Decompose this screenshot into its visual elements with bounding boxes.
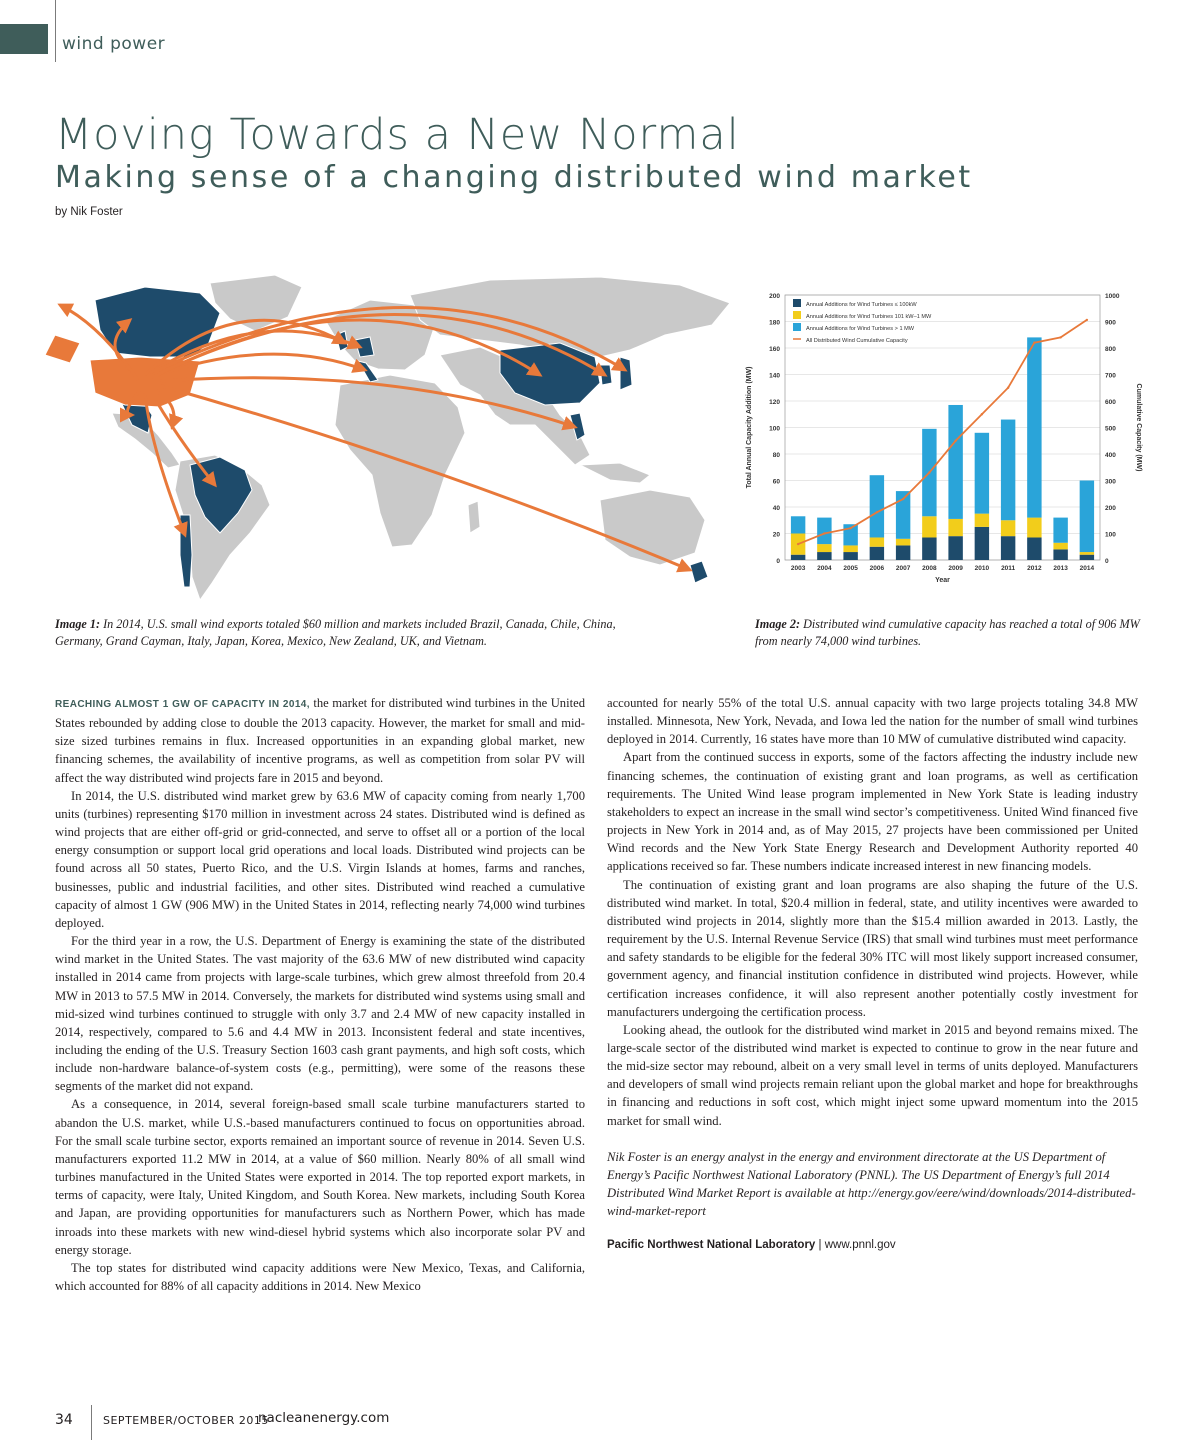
x-tick-label: 2006 bbox=[869, 565, 885, 572]
paragraph-3: For the third year in a row, the U.S. Department of Energy is examining the state of the distributed wind market in the United States. The vast majority of the 63.6 MW of new distributed wind capacity installed in 2014 came from projects with large-scale turbines, which grew almost threefold from 20.4 MW in 2013 to 57.5 MW in 2014. Conversely, the markets for distributed wind systems using small and mid-sized wind turbines continued to struggle with only 3.7 and 2.4 MW of new capacity installed in 2014, respectively, compared to 5.6 and 4.4 MW in 2013. Inconsistent federal and state incentives, including the ending of the U.S. Treasury Section 1603 cash grant payments, and high soft costs, which include non-hardware balance-of-system costs (e.g., permitting), were some of the reasons these segments of the market did not expand. bbox=[55, 934, 585, 1094]
bar-segment bbox=[1027, 537, 1041, 560]
paragraph-7: Apart from the continued success in exports, some of the factors affecting the industry include new financing schemes, the continuation of existing grant and loan programs, as well as certification requirements. The United Wind lease program implemented in New York State is leading industry stakeholders to expect an increase in the small wind sector’s competitiveness. United Wind financed five projects in New York in 2014 and, as of May 2015, 27 projects have been commissioned per United Wind records and the New York State Energy Research and Development Authority reported 40 applications received so far. These numbers indicate increased interest in new financing models. bbox=[607, 750, 1138, 874]
y-tick-label: 180 bbox=[769, 319, 780, 327]
legend-label: Annual Additions for Wind Turbines > 1 MW bbox=[806, 326, 915, 332]
y2-tick-label: 800 bbox=[1105, 346, 1116, 353]
paragraph-6: accounted for nearly 55% of the total U.S. annual capacity with two large projects totaling 34.8 MW installed. Minnesota, New York, Nevada, and Iowa led the nation for the number of small wind turbines deployed in 2014. Currently, 16 states have more than 10 MW of cumulative distributed wind capacity. bbox=[607, 696, 1138, 747]
export-map-figure bbox=[40, 265, 740, 610]
legend-swatch bbox=[793, 311, 801, 319]
bar-segment bbox=[817, 544, 831, 552]
indonesia-shape bbox=[580, 463, 650, 483]
world-map bbox=[40, 265, 740, 610]
bar-segment bbox=[817, 552, 831, 560]
bar-segment bbox=[975, 527, 989, 560]
paragraph-9: Looking ahead, the outlook for the distributed wind market in 2015 and beyond remains mixed. The large-scale sector of the distributed wind market is expected to continue to grow in the near future and the mid-size sector may rebound, albeit on a very small level in terms of units deployed. Manufacturers and developers of small wind projects remain reliant upon the global market and hope for breakthroughs in financing and reductions in soft cost, which might inject some upward momentum into the 2015 market for small wind. bbox=[607, 1022, 1138, 1128]
y2-tick-label: 300 bbox=[1105, 478, 1116, 486]
bar-segment bbox=[870, 537, 884, 546]
bar-segment bbox=[948, 536, 962, 560]
x-tick-label: 2013 bbox=[1053, 565, 1068, 572]
image-1-caption-text: In 2014, U.S. small wind exports totaled $60 million and markets included Brazil, Canada, Chile, China, Germany, Grand Cayman, Italy, Japan, Korea, Mexico, New Zealand, UK, and Vietnam. bbox=[55, 617, 616, 648]
issue-date: SEPTEMBER/OCTOBER 2015 bbox=[103, 1414, 269, 1427]
russia-shape bbox=[410, 277, 730, 357]
bar-segment bbox=[1001, 420, 1015, 521]
x-tick-label: 2005 bbox=[843, 565, 858, 572]
paragraph-1 bbox=[55, 694, 585, 787]
article-title: Moving Towards a New Normal bbox=[55, 110, 740, 160]
bar-segment bbox=[896, 545, 910, 560]
bar-segment bbox=[1080, 552, 1094, 555]
paragraph-1-text: the market for distributed wind turbines in the United States rebounded by adding close to double the 2013 capacity. However, the market for small and mid-size sized turbines remains in flux. Increased opportunities in an expanding global market, new financing schemes, the availability of incentive programs, as well as competition from solar PV will affect the way distributed wind projects fare in 2015 and beyond. bbox=[55, 696, 585, 785]
y2-tick-label: 0 bbox=[1105, 558, 1109, 565]
y-tick-label: 0 bbox=[776, 558, 780, 565]
y2-tick-label: 400 bbox=[1105, 452, 1116, 459]
y-tick-label: 80 bbox=[772, 452, 780, 459]
cumulative-point bbox=[954, 440, 956, 442]
organization-url[interactable]: www.pnnl.gov bbox=[824, 1239, 896, 1252]
section-tab bbox=[0, 24, 48, 54]
paragraph-8: The continuation of existing grant and loan programs are also shaping the future of the U.S. distributed wind market. In total, $20.4 million in federal, state, and utility incentives were awarded to distributed wind projects in 2014, slightly more than the $15.4 million awarded in 2013. Lastly, the requirement by the U.S. Internal Revenue Service (IRS) that small wind turbines must meet performance and safety standards to be eligible for the federal 30% ITC will most likely support increased consumer, government agency, and financial institution confidence in distributed wind projects. However, while certification increases confidence, it will also represent another potentially costly investment for manufacturers undergoing the certification process. bbox=[607, 877, 1138, 1019]
capacity-chart-figure bbox=[735, 285, 1155, 595]
cumulative-point bbox=[876, 511, 878, 513]
section-label: wind power bbox=[62, 34, 166, 54]
body-column-left bbox=[55, 694, 585, 1295]
image-1-caption-label: Image 1: bbox=[55, 617, 101, 631]
bar-segment bbox=[870, 547, 884, 560]
bar-segment bbox=[948, 519, 962, 536]
paragraph-2: In 2014, the U.S. distributed wind market grew by 63.6 MW of capacity coming from nearly 1,700 units (turbines) representing $170 million in investment across 24 states. Distributed wind is defined as wind projects that are either off-grid or grid-connected, and serve to offset all or a portion of the local energy consumption or support local grid operations and local loads. Distributed wind projects can be found across all 50 states, Puerto Rico, and the U.S. Virgin Islands at homes, farms and ranches, businesses, public and industrial facilities, and other sites. Distributed wind reached a cumulative capacity of almost 1 GW (906 MW) in the United States in 2014, reflecting nearly 74,000 wind turbines deployed. bbox=[55, 788, 585, 930]
y-tick-label: 40 bbox=[772, 505, 780, 512]
cumulative-point bbox=[1086, 319, 1088, 321]
organization-credit bbox=[607, 1236, 1138, 1254]
y2-tick-label: 200 bbox=[1105, 505, 1116, 512]
y-tick-label: 140 bbox=[769, 372, 780, 380]
y2-tick-label: 500 bbox=[1105, 425, 1116, 433]
y-tick-label: 20 bbox=[772, 531, 780, 539]
x-tick-label: 2003 bbox=[790, 565, 806, 572]
cumulative-point bbox=[1033, 342, 1035, 344]
organization-separator: | bbox=[815, 1239, 825, 1252]
legend-label: Annual Additions for Wind Turbines ≤ 100kW bbox=[806, 302, 917, 308]
japan-shape bbox=[620, 357, 632, 390]
bar-segment bbox=[1080, 481, 1094, 553]
paragraph-5: The top states for distributed wind capacity additions were New Mexico, Texas, and California, which accounted for 88% of all capacity additions in 2014. New Mexico bbox=[55, 1260, 585, 1293]
y-axis-label: Total Annual Capacity Addition (MW) bbox=[746, 366, 753, 489]
new-zealand-shape bbox=[690, 561, 708, 583]
cumulative-point bbox=[902, 498, 904, 500]
header-divider bbox=[55, 0, 56, 62]
image-2-caption-label: Image 2: bbox=[755, 617, 801, 631]
bar-segment bbox=[1053, 543, 1067, 550]
y-tick-label: 120 bbox=[769, 399, 780, 406]
cumulative-point bbox=[1007, 387, 1009, 389]
x-tick-label: 2007 bbox=[895, 565, 911, 572]
cumulative-point bbox=[1059, 336, 1061, 338]
y2-tick-label: 900 bbox=[1105, 319, 1116, 327]
bar-segment bbox=[791, 555, 805, 560]
capacity-chart bbox=[735, 285, 1155, 595]
x-tick-label: 2004 bbox=[817, 565, 832, 572]
body-column-right bbox=[607, 694, 1138, 1255]
y2-tick-label: 700 bbox=[1105, 372, 1116, 380]
bar-segment bbox=[1053, 549, 1067, 560]
x-tick-label: 2008 bbox=[922, 565, 937, 572]
bar-segment bbox=[1053, 518, 1067, 543]
bar-segment bbox=[896, 539, 910, 546]
bar-segment bbox=[843, 545, 857, 552]
x-tick-label: 2010 bbox=[974, 565, 990, 572]
cumulative-point bbox=[849, 527, 851, 529]
y-tick-label: 200 bbox=[769, 293, 780, 300]
bar-segment bbox=[870, 475, 884, 537]
bar-segment bbox=[1001, 520, 1015, 536]
paragraph-4: As a consequence, in 2014, several foreign-based small scale turbine manufacturers started to abandon the U.S. market, while U.S.-based manufacturers continued to focus on opportunities abroad. For the small scale turbine sector, exports remained an important source of revenue in 2014. Seven U.S. manufacturers exported 11.2 MW in 2014, at a value of $60 million. Nearly 80% of all small wind turbines manufactured in the United States were exported in 2014. The top reported export markets, in terms of capacity, were Italy, United Kingdom, and South Korea. New markets, including South Korea and Japan, are providing opportunities for manufacturers such as Northern Power, which has made inroads into these markets with new wind-diesel hybrid systems which also incorporate solar PV and energy storage. bbox=[55, 1097, 585, 1257]
bar-segment bbox=[922, 516, 936, 537]
cumulative-point bbox=[823, 532, 825, 534]
y2-tick-label: 600 bbox=[1105, 399, 1116, 406]
bar-segment bbox=[1080, 555, 1094, 560]
bar-segment bbox=[975, 514, 989, 527]
legend-swatch bbox=[793, 299, 801, 307]
y2-tick-label: 100 bbox=[1105, 531, 1116, 539]
x-tick-label: 2012 bbox=[1027, 565, 1042, 572]
site-url[interactable]: nacleanenergy.com bbox=[258, 1410, 390, 1426]
x-tick-label: 2009 bbox=[948, 565, 963, 572]
bar-segment bbox=[817, 518, 831, 545]
bar-segment bbox=[1027, 518, 1041, 538]
x-tick-label: 2011 bbox=[1001, 565, 1016, 572]
bar-segment bbox=[1027, 337, 1041, 517]
bar-segment bbox=[948, 405, 962, 519]
x-axis-label: Year bbox=[935, 577, 950, 584]
organization-name: Pacific Northwest National Laboratory bbox=[607, 1239, 816, 1252]
y-tick-label: 60 bbox=[772, 478, 780, 486]
byline: by Nik Foster bbox=[55, 206, 123, 218]
y2-axis-label: Cumulative Capacity (MW) bbox=[1135, 383, 1142, 472]
image-1-caption bbox=[55, 616, 635, 650]
alaska-shape bbox=[45, 335, 80, 363]
cumulative-point bbox=[928, 471, 930, 473]
madagascar-shape bbox=[468, 501, 480, 533]
bar-segment bbox=[922, 537, 936, 560]
legend-label: Annual Additions for Wind Turbines 101 kW–1 MW bbox=[806, 314, 932, 320]
y2-tick-label: 1000 bbox=[1105, 293, 1120, 300]
legend-label: All Distributed Wind Cumulative Capacity bbox=[806, 338, 908, 344]
author-bio: Nik Foster is an energy analyst in the energy and environment directorate at the US Department of Energy’s Pacific Northwest National Laboratory (PNNL). The US Department of Energy’s full 2014 Distributed Wind Market Report is available at http://energy.gov/eere/wind/downloads/2014-distributed-wind-market-report bbox=[607, 1149, 1136, 1219]
cumulative-point bbox=[981, 413, 983, 415]
cumulative-line bbox=[798, 320, 1087, 544]
image-2-caption bbox=[755, 616, 1155, 650]
image-2-caption-text: Distributed wind cumulative capacity has reached a total of 906 MW from nearly 74,000 wind turbines. bbox=[755, 617, 1140, 648]
bar-segment bbox=[1001, 536, 1015, 560]
article-subtitle: Making sense of a changing distributed wind market bbox=[55, 160, 973, 195]
legend-swatch bbox=[793, 323, 801, 331]
lead-in: REACHING ALMOST 1 GW OF CAPACITY IN 2014, bbox=[55, 699, 310, 710]
bar-segment bbox=[975, 433, 989, 514]
y-tick-label: 160 bbox=[769, 346, 780, 353]
x-tick-label: 2014 bbox=[1079, 565, 1095, 572]
page-number: 34 bbox=[55, 1412, 73, 1428]
bar-segment bbox=[791, 516, 805, 533]
cumulative-point bbox=[797, 543, 799, 545]
bar-segment bbox=[843, 552, 857, 560]
korea-shape bbox=[600, 365, 612, 385]
y-tick-label: 100 bbox=[769, 425, 780, 433]
footer-divider bbox=[91, 1405, 92, 1440]
